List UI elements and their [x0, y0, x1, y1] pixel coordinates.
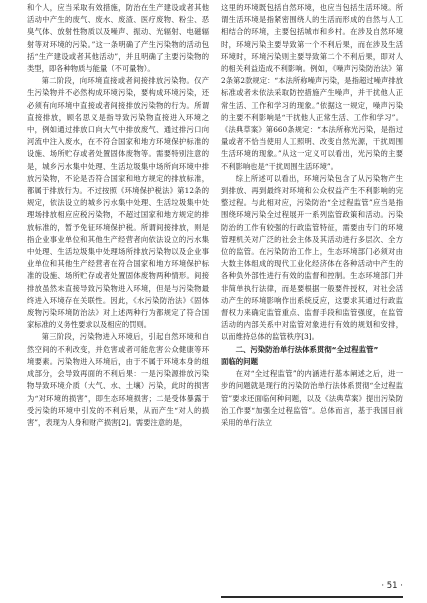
page-number: · 51 · [381, 581, 403, 591]
paragraph: 综上所述可以看出，环境污染包含了从污染物产生到排放、再到最终对环境和公众权益产生不利影响的完整过程。与此相对应，污染防治“全过程监管”应当是指围绕环境污染全过程展开一系列监管政策和活动。污染防治的工作有较强的行政监管特征，需要由专门的环境管理机关对广泛的社会主体及其活动进行多层次、全方位的监管。在污染防治工作上，生态环境部门必须对由大数主体组成的现代工业化经济体在各种活动中产生的各种负外部性进行有效的监督和控制。生态环境部门并非简单执行法律，而是要根据一般要件授权，对社会活动产生的环境影响作出系统反应，这要求其通过行政监督权力来确定监管重点、监督手段和监管强度，在监管活动的内部关系中对监管对象进行有效的规划和安排，以而维持总体的监管秩序[3]。 [221, 173, 403, 342]
paragraph: 在对“全过程监管”的内涵进行基本阐述之后，进一步的问题就是现行的污染防治单行法体系贯彻“全过程监管”要求还面临何种问题，以及《法典草案》提出污染防治工作要“加强全过程监管”。总体而言，基于我国目前采用的单行法立 [221, 369, 403, 427]
left-column [27, 2, 209, 429]
paragraph: 和个人，应当采取有效措施，防治在生产建设或者其他活动中产生的废气、废水、废渣、医疗废物、粉尘、恶臭气体、放射性物质以及噪声、振动、光辐射、电磁辐射等对环境的污染。”这一条明确了产生污染物的活动包括“生产建设或者其他活动”，并且明确了主要污染物的类型，即各种物质与能量（不可量物）。 [27, 3, 209, 74]
paragraph: 第三阶段，污染物进入环境后，引起自然环境和自然空间的不利改变，并危害或者可能危害公众健康等环境要素。污染物进入环境后，由于不属于环境本身的组成部分，会导致再面的不利后果：一是污染源排放污染物导致环境介质（大气、水、土壤）污染，此时的损害为“对环境的损害”，即生态环境损害；二是受体暴露于受污染的环境中引发的不利后果，从而产生“对人的损害”，表现为人身和财产损害[2]。需要注意的是， [27, 332, 209, 427]
paragraph: 第二阶段，向环境直接或者间接排放污染物。仅产生污染物并不必然构成环境污染，要构成环境污染，还必须有向环境中直接或者间接排放污染物的行为。所谓直接排放，顾名思义是指导致污染物直接进入环境之中，例如通过排放口向大气中排放废气、通过排污口向河流中注入废水，在不符合国家和地方环境保护标准的设施、场所贮存或者处置固体废物等。需要特别注意的是，城乡污水集中处理、生活垃圾集中场所向环境中排放污染物，不论是否符合国家和地方规定的排放标准，都属于排放行为。不过按照《环境保护税法》第12条的规定，依法设立的城乡污水集中处理、生活垃圾集中处理场排放相应应税污染物，不超过国家和地方规定的排放标准的，暂予免征环境保护税。所谓间接排放，则是指企业事业单位和其他生产经营者向依法设立的污水集中处理、生活垃圾集中处理场所排放污染物以及企业事业单位和其他生产经营者在符合国家和地方环境保护标准的设施、场所贮存或者处置固体废物两种情形。间接排放虽然未直接导致污染物进入环境，但是与污染物最终进入环境存在关联性。因此，《水污染防治法》《固体废物污染环境防治法》对上述两种行为都规定了符合国家标准的义务性要求以及相应的罚则。 [27, 76, 209, 330]
section-heading-continued: 面临的问题 [221, 356, 258, 366]
section-heading: 二、污染防治单行法体系贯彻“全过程监管” [235, 344, 379, 354]
page-footer [221, 580, 403, 598]
right-column [221, 2, 403, 429]
paragraph: 这里的环境既包括自然环境，也应当包括生活环境。所谓生活环境是指紧密围绕人的生活而形成的自然与人工相结合的环境，主要包括城市和乡村。在涉及自然环境时，环境污染主要导致第一个不利后果，而在涉及生活环境时，环境污染则主要导致第二个不利后果，即对人的相关利益造成不利影响。例如，《噪声污染防治法》第2条第2款规定：“本法所称噪声污染，是指超过噪声排放标准或者未依法采取防控措施产生噪声，并干扰他人正常生活、工作和学习的现象。”依据这一规定，噪声污染的主要不利影响是“干扰他人正常生活、工作和学习”。《法典草案》第660条规定：“本法所称光污染，是指过量或者不恰当使用人工照明、改变自然光源，干扰周围生活环境的现象。”从这一定义可以看出，光污染的主要不利影响也是“干扰周围生活环境”。 [221, 3, 403, 171]
